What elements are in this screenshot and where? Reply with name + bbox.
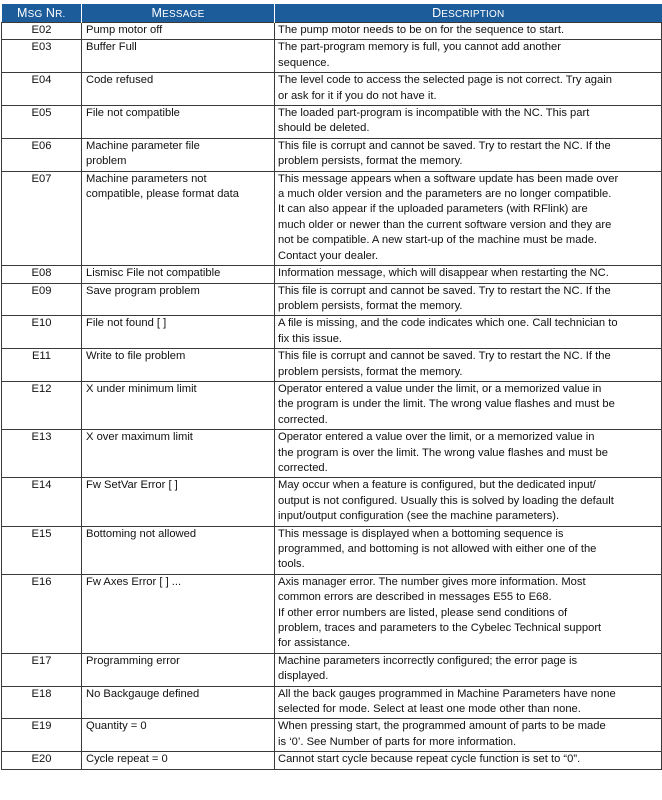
description-cell [275, 138, 662, 171]
description-line: programmed, and bottoming is not allowed with either one of the [278, 543, 597, 555]
description-cell [275, 752, 662, 769]
description-line: Axis manager error. The number gives more information. Most [278, 575, 586, 588]
message-cell [82, 686, 275, 719]
message-line: Cycle repeat = 0 [86, 753, 168, 766]
message-cell [82, 381, 275, 429]
message-cell [82, 73, 275, 106]
description-line: Information message, which will disappear when restarting the NC. [278, 267, 609, 280]
table-row [2, 752, 662, 769]
description-line: It can also appear if the uploaded parameters (with RFlink) are [278, 203, 588, 216]
description-line: When pressing start, the programmed amount of parts to be made [278, 720, 606, 733]
description-line: problem, traces and parameters to the Cybelec Technical support [278, 622, 602, 635]
msg-nr-cell: E04 [2, 73, 82, 106]
description-cell [275, 653, 662, 686]
message-line: Fw SetVar Error [ ] [86, 479, 178, 492]
table-row [2, 40, 662, 73]
description-line: Machine parameters incorrectly configured; the error page is [278, 654, 578, 667]
msg-nr-cell: E14 [2, 478, 82, 526]
message-cell [82, 430, 275, 478]
message-line: Save program problem [86, 284, 200, 297]
description-cell [275, 349, 662, 382]
message-cell [82, 349, 275, 382]
table-row [2, 138, 662, 171]
description-line: The pump motor needs to be on for the sequence to start. [278, 24, 565, 36]
table-row [2, 430, 662, 478]
msg-nr-cell: E19 [2, 719, 82, 752]
message-line: Pump motor off [86, 24, 163, 36]
message-cell [82, 283, 275, 316]
table-header-row [2, 4, 662, 23]
description-line: a much older version and the parameters are no longer compatible. [278, 188, 612, 201]
description-line: should be deleted. [278, 122, 370, 135]
description-line: common errors are described in messages E55 to E68. [278, 591, 552, 604]
table-row [2, 653, 662, 686]
msg-nr-cell: E16 [2, 574, 82, 653]
msg-nr-cell: E05 [2, 106, 82, 139]
description-cell [275, 283, 662, 316]
message-line: Buffer Full [86, 41, 137, 54]
description-line: corrected. [278, 461, 328, 474]
description-line: This message appears when a software update has been made over [278, 172, 619, 185]
description-cell [275, 719, 662, 752]
msg-nr-cell: E02 [2, 23, 82, 40]
description-cell [275, 171, 662, 265]
message-cell [82, 138, 275, 171]
message-cell [82, 23, 275, 40]
description-line: The loaded part-program is incompatible with the NC. This part [278, 107, 590, 120]
message-cell [82, 719, 275, 752]
msg-nr-cell: E12 [2, 381, 82, 429]
description-line: The level code to access the selected page is not correct. Try again [278, 74, 612, 87]
table-row [2, 574, 662, 653]
table-row [2, 686, 662, 719]
msg-nr-cell: E15 [2, 526, 82, 574]
description-cell [275, 316, 662, 349]
message-line: compatible, please format data [86, 188, 239, 201]
description-line: fix this issue. [278, 332, 343, 345]
description-cell [275, 478, 662, 526]
description-line: selected for mode. Select at least one mode other than none. [278, 703, 581, 716]
table-row [2, 349, 662, 382]
description-line: This message is displayed when a bottoming sequence is [278, 527, 564, 540]
description-cell [275, 686, 662, 719]
msg-nr-cell: E13 [2, 430, 82, 478]
description-line: or ask for it if you do not have it. [278, 89, 437, 102]
description-line: If other error numbers are listed, please send conditions of [278, 606, 568, 619]
description-line: A file is missing, and the code indicates which one. Call technician to [278, 317, 618, 330]
message-line: Machine parameters not [86, 172, 207, 185]
description-cell [275, 73, 662, 106]
description-line: This file is corrupt and cannot be saved. Try to restart the NC. If the [278, 139, 611, 152]
description-line: This file is corrupt and cannot be saved. Try to restart the NC. If the [278, 350, 611, 363]
description-line: The part-program memory is full, you cannot add another [278, 41, 561, 54]
msg-nr-cell: E09 [2, 283, 82, 316]
header-message: MESSAGE [82, 4, 275, 23]
message-line: Bottoming not allowed [86, 527, 197, 540]
table-row [2, 526, 662, 574]
table-row [2, 478, 662, 526]
description-line: All the back gauges programmed in Machine Parameters have none [278, 687, 616, 700]
msg-nr-cell: E06 [2, 138, 82, 171]
description-cell [275, 40, 662, 73]
description-line: sequence. [278, 56, 330, 69]
table-row [2, 171, 662, 265]
message-line: File not found [ ] [86, 317, 167, 330]
description-cell [275, 266, 662, 283]
message-line: No Backgauge defined [86, 687, 200, 700]
description-cell [275, 430, 662, 478]
error-message-table [1, 4, 662, 770]
msg-nr-cell: E11 [2, 349, 82, 382]
table-row [2, 283, 662, 316]
description-line: tools. [278, 558, 305, 571]
description-line: problem persists, format the memory. [278, 365, 463, 378]
message-cell [82, 478, 275, 526]
message-cell [82, 171, 275, 265]
description-line: output is not configured. Usually this is solved by loading the default [278, 494, 614, 507]
description-line: Operator entered a value over the limit, or a memorized value in [278, 431, 595, 444]
message-cell [82, 106, 275, 139]
description-line: the program is under the limit. The wrong value flashes and must be [278, 398, 615, 411]
description-cell [275, 526, 662, 574]
message-cell [82, 752, 275, 769]
message-line: Code refused [86, 74, 154, 87]
msg-nr-cell: E08 [2, 266, 82, 283]
header-msg-nr: MSG NR. [2, 4, 82, 23]
message-cell [82, 266, 275, 283]
description-line: This file is corrupt and cannot be saved. Try to restart the NC. If the [278, 284, 611, 297]
table-row [2, 23, 662, 40]
table-row [2, 381, 662, 429]
message-line: Fw Axes Error [ ] ... [86, 575, 182, 588]
description-line: Contact your dealer. [278, 249, 379, 262]
description-line: not be compatible. A new start-up of the machine must be made. [278, 234, 598, 247]
message-line: Quantity = 0 [86, 720, 147, 733]
table-row [2, 73, 662, 106]
msg-nr-cell: E10 [2, 316, 82, 349]
description-cell [275, 106, 662, 139]
msg-nr-cell: E17 [2, 653, 82, 686]
description-line: May occur when a feature is configured, but the dedicated input/ [278, 479, 596, 492]
message-line: File not compatible [86, 107, 180, 120]
message-cell [82, 653, 275, 686]
description-cell [275, 574, 662, 653]
description-cell [275, 381, 662, 429]
message-cell [82, 40, 275, 73]
msg-nr-cell: E07 [2, 171, 82, 265]
message-cell [82, 526, 275, 574]
header-description: DESCRIPTION [275, 4, 662, 23]
message-cell [82, 574, 275, 653]
description-line: displayed. [278, 670, 329, 683]
message-cell [82, 316, 275, 349]
table-row [2, 316, 662, 349]
error-message-table-container [1, 4, 661, 770]
description-line: input/output configuration (see the machine parameters). [278, 510, 560, 523]
description-cell [275, 23, 662, 40]
message-line: X under minimum limit [86, 382, 197, 395]
table-row [2, 106, 662, 139]
description-line: Cannot start cycle because repeat cycle function is set to “0”. [278, 753, 581, 766]
message-line: Lismisc File not compatible [86, 267, 221, 280]
description-line: corrected. [278, 413, 328, 426]
description-line: is ‘0’. See Number of parts for more information. [278, 735, 517, 748]
message-line: Programming error [86, 654, 180, 667]
table-row [2, 266, 662, 283]
description-line: for assistance. [278, 637, 351, 650]
description-line: Operator entered a value under the limit, or a memorized value in [278, 382, 602, 395]
table-row [2, 719, 662, 752]
description-line: much older or newer than the current software version and they are [278, 218, 612, 231]
message-line: problem [86, 155, 127, 168]
table-body [2, 23, 662, 770]
message-line: X over maximum limit [86, 431, 193, 444]
description-line: the program is over the limit. The wrong value flashes and must be [278, 446, 608, 459]
msg-nr-cell: E20 [2, 752, 82, 769]
msg-nr-cell: E18 [2, 686, 82, 719]
description-line: problem persists, format the memory. [278, 155, 463, 168]
message-line: Write to file problem [86, 350, 186, 363]
description-line: problem persists, format the memory. [278, 299, 463, 312]
message-line: Machine parameter file [86, 139, 200, 152]
msg-nr-cell: E03 [2, 40, 82, 73]
